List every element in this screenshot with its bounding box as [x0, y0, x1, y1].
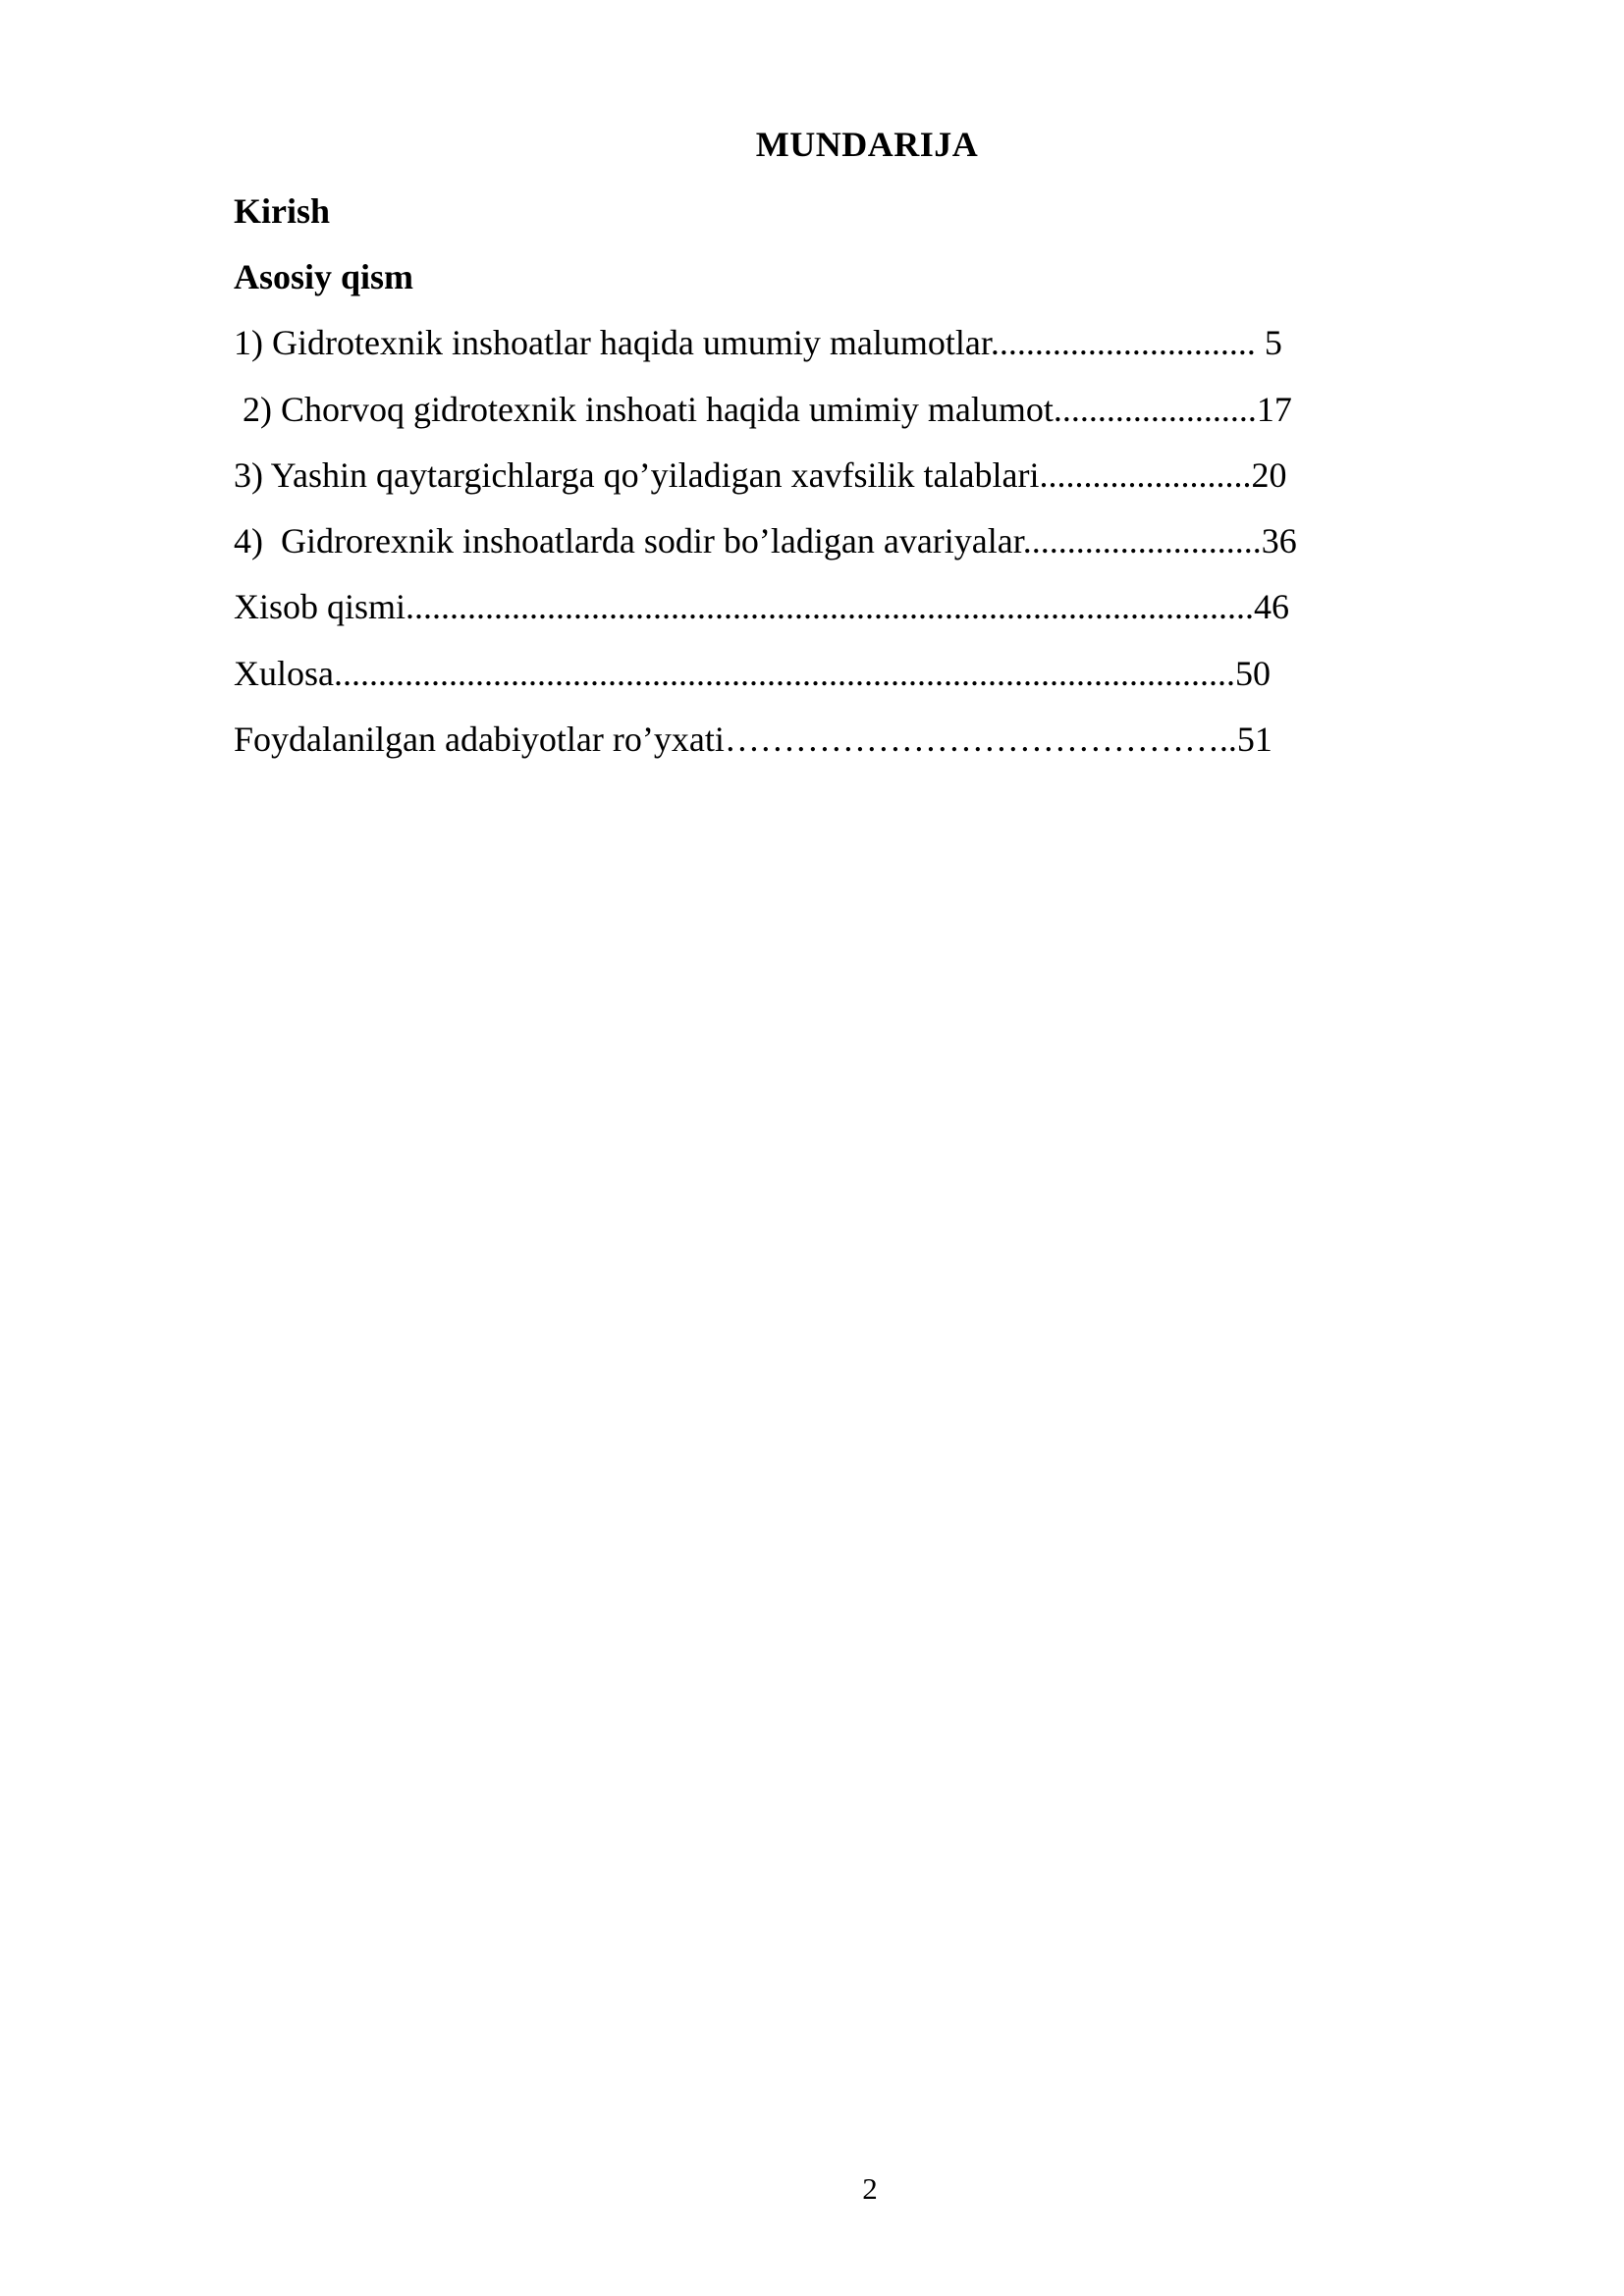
toc-entry-2: 2) Chorvoq gidrotexnik inshoati haqida umimiy malumot.......................17 [234, 390, 1292, 429]
toc-entry-xisob: Xisob qismi................................................................................................46 [234, 587, 1290, 626]
page-title: MUNDARIJA [755, 125, 979, 164]
toc-entry-3: 3) Yashin qaytargichlarga qo’yiladigan xavfsilik talablari........................20 [234, 455, 1287, 495]
page-number: 2 [862, 2171, 878, 2206]
heading-main-part: Asosiy qism [234, 257, 414, 296]
toc-entry-references: Foydalanilgan adabiyotlar ro’yxati……………………………………..51 [234, 720, 1272, 759]
toc-entry-1: 1) Gidrotexnik inshoatlar haqida umumiy malumotlar.............................. 5 [234, 323, 1282, 362]
toc-entry-4: 4) Gidrorexnik inshoatlarda sodir bo’ladigan avariyalar...........................36 [234, 521, 1297, 561]
heading-intro: Kirish [234, 191, 331, 231]
toc-entry-xulosa: Xulosa......................................................................................................50 [234, 654, 1271, 693]
